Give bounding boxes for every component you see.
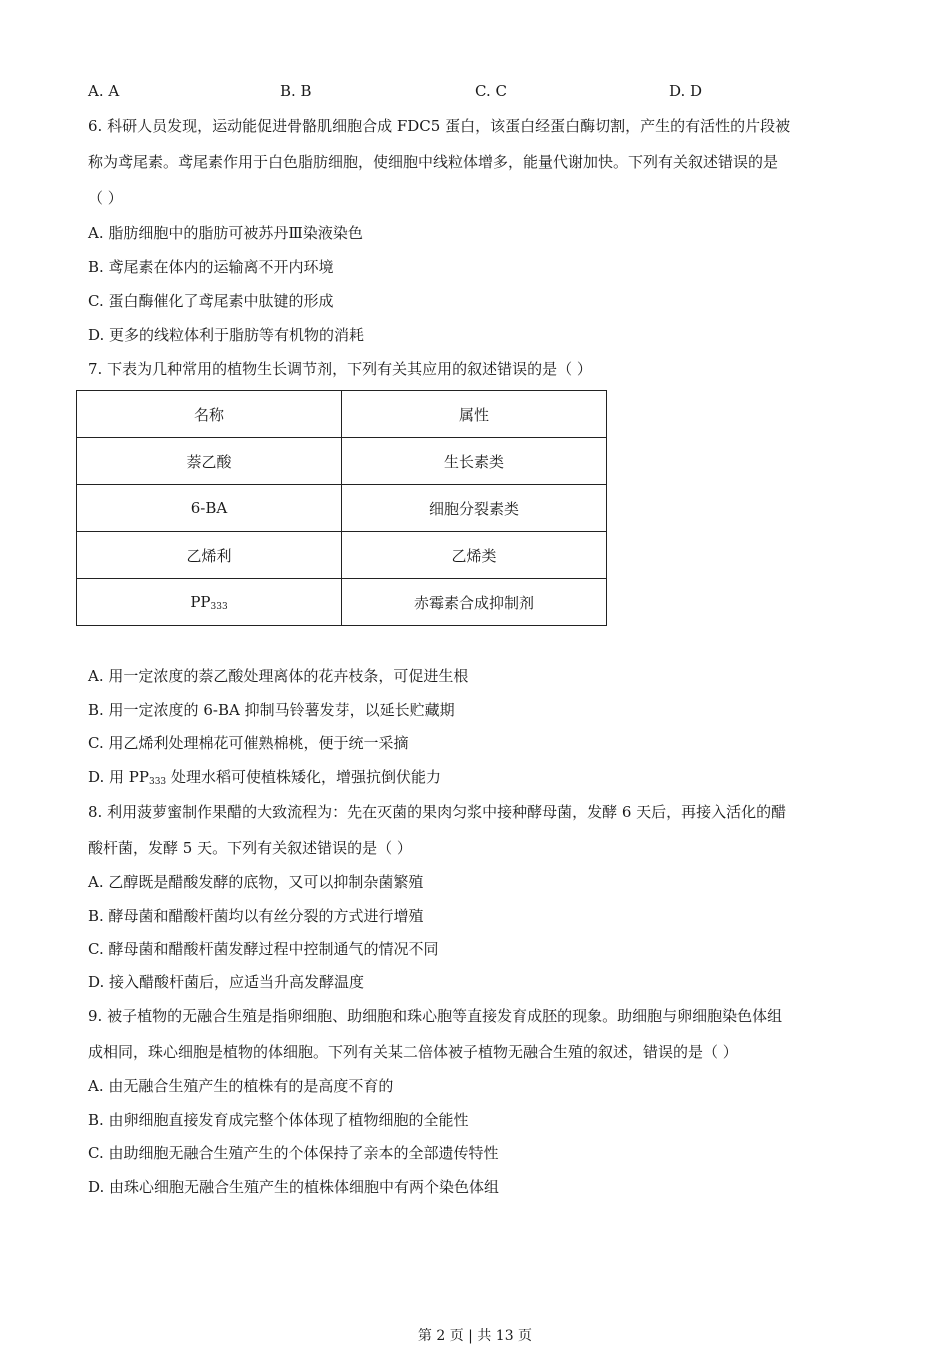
- table-header-name: 名称: [77, 391, 342, 438]
- q5-option-c: C. C: [475, 82, 507, 100]
- table-cell-name: $PP_{333}$: [77, 579, 342, 626]
- q8-stem-line-1: 8. 利用菠萝蜜制作果醋的大致流程为：先在灭菌的果肉匀浆中接种酵母菌，发酵 6 天后，再接入活化的醋: [88, 803, 787, 821]
- q7-option-a: A. 用一定浓度的萘乙酸处理离体的花卉枝条，可促进生根: [88, 667, 469, 685]
- q6-stem-line-3: （ ）: [88, 189, 123, 207]
- table-cell-property: 生长素类: [342, 438, 607, 485]
- q8-option-b: B. 酵母菌和醋酸杆菌均以有丝分裂的方式进行增殖: [88, 907, 424, 925]
- q8-option-d: D. 接入醋酸杆菌后，应适当升高发酵温度: [88, 973, 365, 991]
- q7-option-c: C. 用乙烯利处理棉花可催熟棉桃，便于统一采摘: [88, 734, 409, 752]
- table-cell-name: 萘乙酸: [77, 438, 342, 485]
- q9-option-a: A. 由无融合生殖产生的植株有的是高度不育的: [88, 1077, 394, 1095]
- q7-stem: 7. 下表为几种常用的植物生长调节剂，下列有关其应用的叙述错误的是（ ）: [88, 360, 592, 378]
- table-cell-name: 6-BA: [77, 485, 342, 532]
- q9-option-d: D. 由珠心细胞无融合生殖产生的植株体细胞中有两个染色体组: [88, 1178, 500, 1196]
- q5-options: [88, 82, 888, 102]
- table-cell-property: 赤霉素合成抑制剂: [342, 579, 607, 626]
- q6-stem-line-2: 称为鸢尾素。鸢尾素作用于白色脂肪细胞，使细胞中线粒体增多，能量代谢加快。下列有关叙述错误的是: [88, 153, 779, 171]
- q9-option-c: C. 由助细胞无融合生殖产生的个体保持了亲本的全部遗传特性: [88, 1144, 499, 1162]
- q7-option-b: B. 用一定浓度的 6-BA 抑制马铃薯发芽，以延长贮藏期: [88, 701, 455, 719]
- table-cell-name: 乙烯利: [77, 532, 342, 579]
- q6-option-b: B. 鸢尾素在体内的运输离不开内环境: [88, 258, 334, 276]
- q5-option-a: A. A: [88, 82, 120, 100]
- table-row: [77, 579, 607, 626]
- table-row: [77, 438, 607, 485]
- q9-stem-line-2: 成相同，珠心细胞是植物的体细胞。下列有关某二倍体被子植物无融合生殖的叙述，错误的是（ ）: [88, 1043, 738, 1061]
- table-row: [77, 532, 607, 579]
- q5-option-d: D. D: [669, 82, 703, 100]
- q6-option-a: A. 脂肪细胞中的脂肪可被苏丹Ⅲ染液染色: [88, 224, 363, 242]
- q8-option-c: C. 酵母菌和醋酸杆菌发酵过程中控制通气的情况不同: [88, 940, 439, 958]
- regulator-table: [76, 390, 607, 626]
- page-footer: 第 2 页 | 共 13 页: [417, 1328, 533, 1344]
- table-cell-property: 乙烯类: [342, 532, 607, 579]
- q5-option-b: B. B: [280, 82, 312, 100]
- q6-stem-line-1: 6. 科研人员发现，运动能促进骨骼肌细胞合成 FDC5 蛋白，该蛋白经蛋白酶切割，产生的有活性的片段被: [88, 117, 791, 135]
- table-cell-property: 细胞分裂素类: [342, 485, 607, 532]
- q7-option-d: D. 用 $PP_{333}$ 处理水稻可使植株矮化，增强抗倒伏能力: [88, 768, 441, 787]
- q8-stem-line-2: 酸杆菌，发酵 5 天。下列有关叙述错误的是（ ）: [88, 839, 412, 857]
- table-row: [77, 485, 607, 532]
- table-header-property: 属性: [342, 391, 607, 438]
- q9-stem-line-1: 9. 被子植物的无融合生殖是指卵细胞、助细胞和珠心胞等直接发育成胚的现象。助细胞与卵细胞染色体组: [88, 1007, 783, 1025]
- q6-option-d: D. 更多的线粒体利于脂肪等有机物的消耗: [88, 326, 365, 344]
- q6-option-c: C. 蛋白酶催化了鸢尾素中肽键的形成: [88, 292, 334, 310]
- table-header-row: [77, 391, 607, 438]
- q9-option-b: B. 由卵细胞直接发育成完整个体体现了植物细胞的全能性: [88, 1111, 469, 1129]
- q8-option-a: A. 乙醇既是醋酸发酵的底物，又可以抑制杂菌繁殖: [88, 873, 424, 891]
